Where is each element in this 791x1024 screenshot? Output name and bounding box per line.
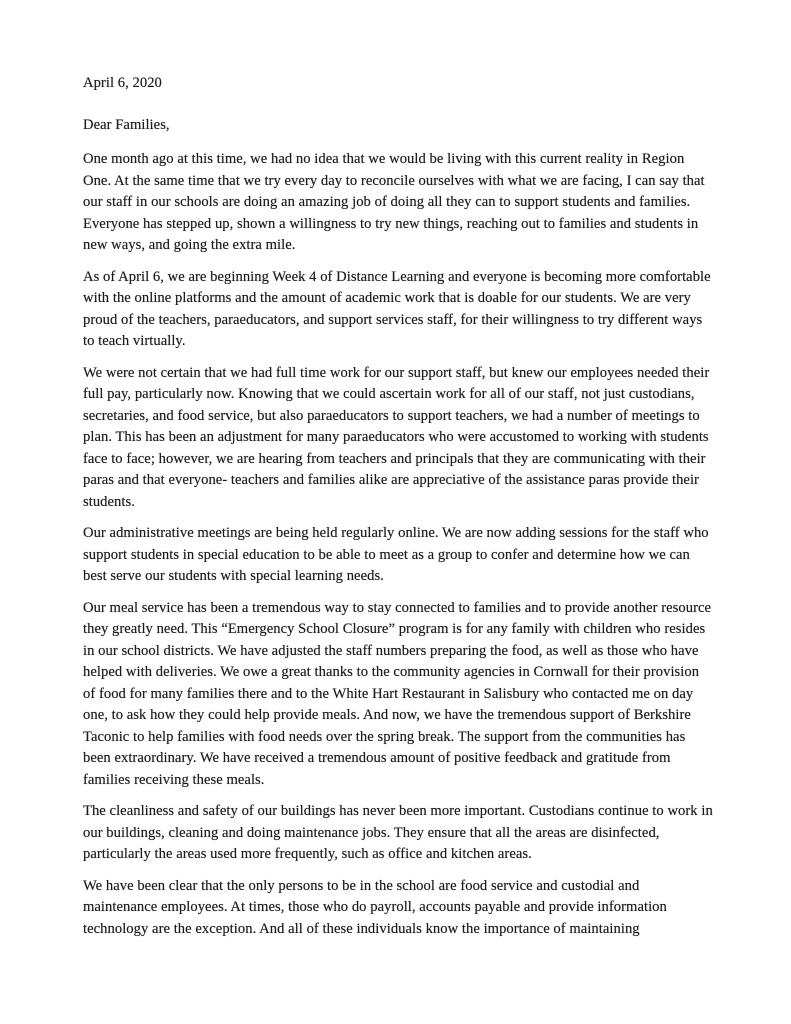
letter-paragraph: Our meal service has been a tremendous way to stay connected to families and to provide another resource they greatly need. This “Emergency School Closure” program is for any family with children who resides in our school districts. We have adjusted the staff numbers preparing the food, as well as those who have helped with deliveries. We owe a great thanks to the community agencies in Cornwall for their provision of food for many families there and to the White Hart Restaurant in Salisbury who contacted me on day one, to ask how they could help provide meals. And now, we have the tremendous support of Berkshire Taconic to help families with food needs over the spring break. The support from the communities has been extraordinary. We have received a tremendous amount of positive feedback and gratitude from families receiving these meals.: [83, 599, 712, 788]
letter-salutation: Dear Families,: [83, 116, 170, 133]
letter-date: April 6, 2020: [83, 75, 162, 91]
letter-paragraph: We have been clear that the only persons to be in the school are food service and custodial and maintenance employees. At times, those who do payroll, accounts payable and provide information technology are the exception. And all of these individuals know the importance of maintaining: [83, 877, 667, 937]
letter-paragraph: Our administrative meetings are being held regularly online. We are now adding sessions for the staff who support students in special education to be able to meet as a group to confer and determine how we can best serve our students with special learning needs.: [83, 525, 709, 584]
letter-paragraph: We were not certain that we had full time work for our support staff, but knew our employees needed their full pay, particularly now. Knowing that we could ascertain work for all of our staff, not just custodians, secretaries, and food service, but also paraeducators to support teachers, we had a number of meetings to plan. This has been an adjustment for many paraeducators who were accustomed to working with students face to face; however, we are hearing from teachers and principals that they are communicating with their paras and that everyone- teachers and families alike are appreciative of the assistance paras provide their students.: [83, 364, 710, 510]
letter-paragraph: One month ago at this time, we had no idea that we would be living with this current reality in Region One. At the same time that we try every day to reconcile ourselves with what we are facing, I can say that our staff in our schools are doing an amazing job of doing all they can to support students and families. Everyone has stepped up, shown a willingness to try new things, reaching out to families and students in new ways, and going the extra mile.: [83, 151, 705, 253]
letter-paragraph: The cleanliness and safety of our buildings has never been more important. Custodians continue to work in our buildings, cleaning and doing maintenance jobs. They ensure that all the areas are disinfected, particularly the areas used more frequently, such as office and kitchen areas.: [83, 803, 713, 862]
letter-paragraph: As of April 6, we are beginning Week 4 of Distance Learning and everyone is becoming more comfortable with the online platforms and the amount of academic work that is doable for our students. We are very proud of the teachers, paraeducators, and support services staff, for their willingness to try different ways to teach virtually.: [83, 268, 711, 349]
